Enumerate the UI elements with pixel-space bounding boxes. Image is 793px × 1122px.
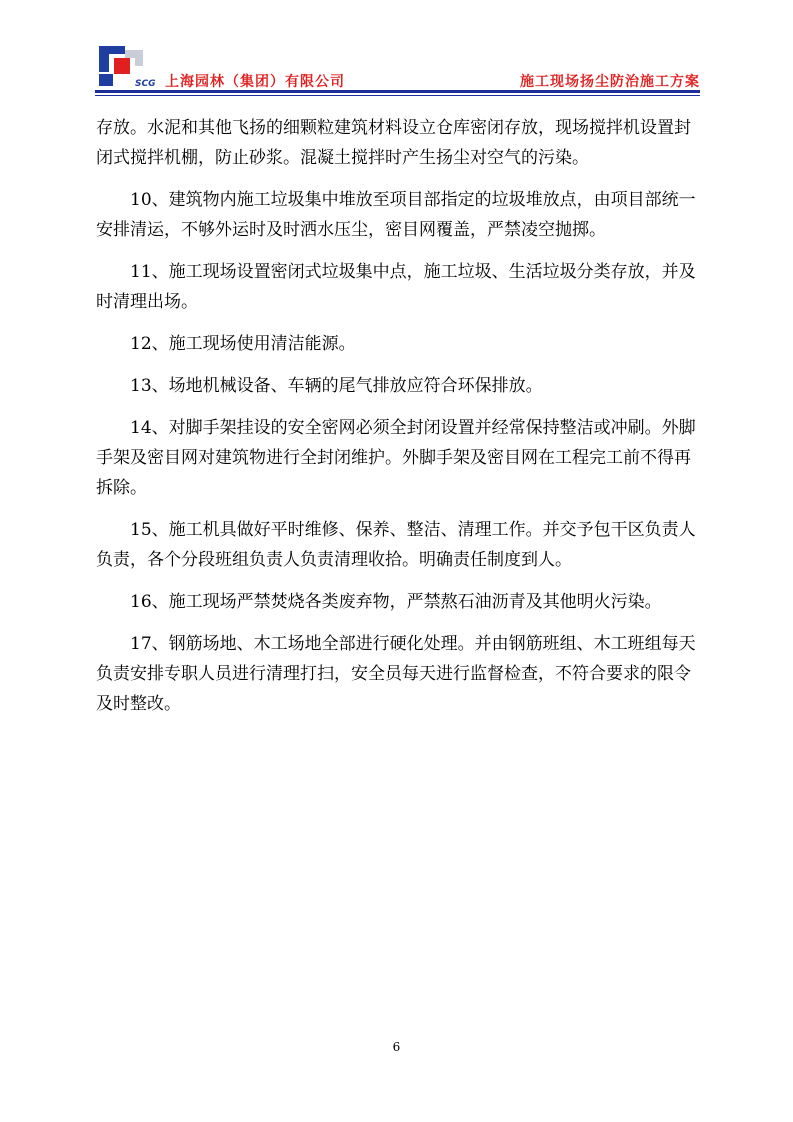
scg-logo: [95, 44, 165, 90]
page-number: 6: [392, 1040, 401, 1054]
document-title: 施工现场扬尘防治施工方案: [520, 74, 700, 90]
paragraph: 12、施工现场使用清洁能源。: [130, 334, 356, 354]
page-header: [95, 44, 700, 94]
paragraph: 存放。水泥和其他飞扬的细颗粒建筑材料设立仓库密闭存放，现场搅拌机设置封闭式搅拌机棚，防止砂浆。混凝土搅拌时产生扬尘对空气的污染。: [96, 118, 691, 168]
header-rule-thin: [95, 95, 700, 96]
paragraph: 16、施工现场严禁焚烧各类废弃物，严禁熬石油沥青及其他明火污染。: [130, 592, 662, 612]
paragraph: 13、场地机械设备、车辆的尾气排放应符合环保排放。: [130, 376, 543, 396]
paragraph: 15、施工机具做好平时维修、保养、整洁、清理工作。并交予包干区负责人负责，各个分段班组负责人负责清理收拾。明确责任制度到人。: [96, 520, 696, 570]
paragraph: 11、施工现场设置密闭式垃圾集中点，施工垃圾、生活垃圾分类存放，并及时清理出场。: [96, 262, 696, 312]
body-text: [96, 113, 696, 731]
paragraph: 17、钢筋场地、木工场地全部进行硬化处理。并由钢筋班组、木工班组每天负责安排专职人员进行清理打扫，安全员每天进行监督检查，不符合要求的限令及时整改。: [96, 634, 696, 714]
paragraph: 10、建筑物内施工垃圾集中堆放至项目部指定的垃圾堆放点，由项目部统一安排清运，不够外运时及时洒水压尘，密目网覆盖，严禁凌空抛掷。: [96, 190, 696, 240]
logo-text: SCG: [135, 79, 156, 89]
paragraph: 14、对脚手架挂设的安全密网必须全封闭设置并经常保持整洁或冲刷。外脚手架及密目网对建筑物进行全封闭维护。外脚手架及密目网在工程完工前不得再拆除。: [96, 418, 696, 498]
company-name: 上海园林（集团）有限公司: [165, 74, 345, 90]
header-rule: [95, 90, 700, 93]
